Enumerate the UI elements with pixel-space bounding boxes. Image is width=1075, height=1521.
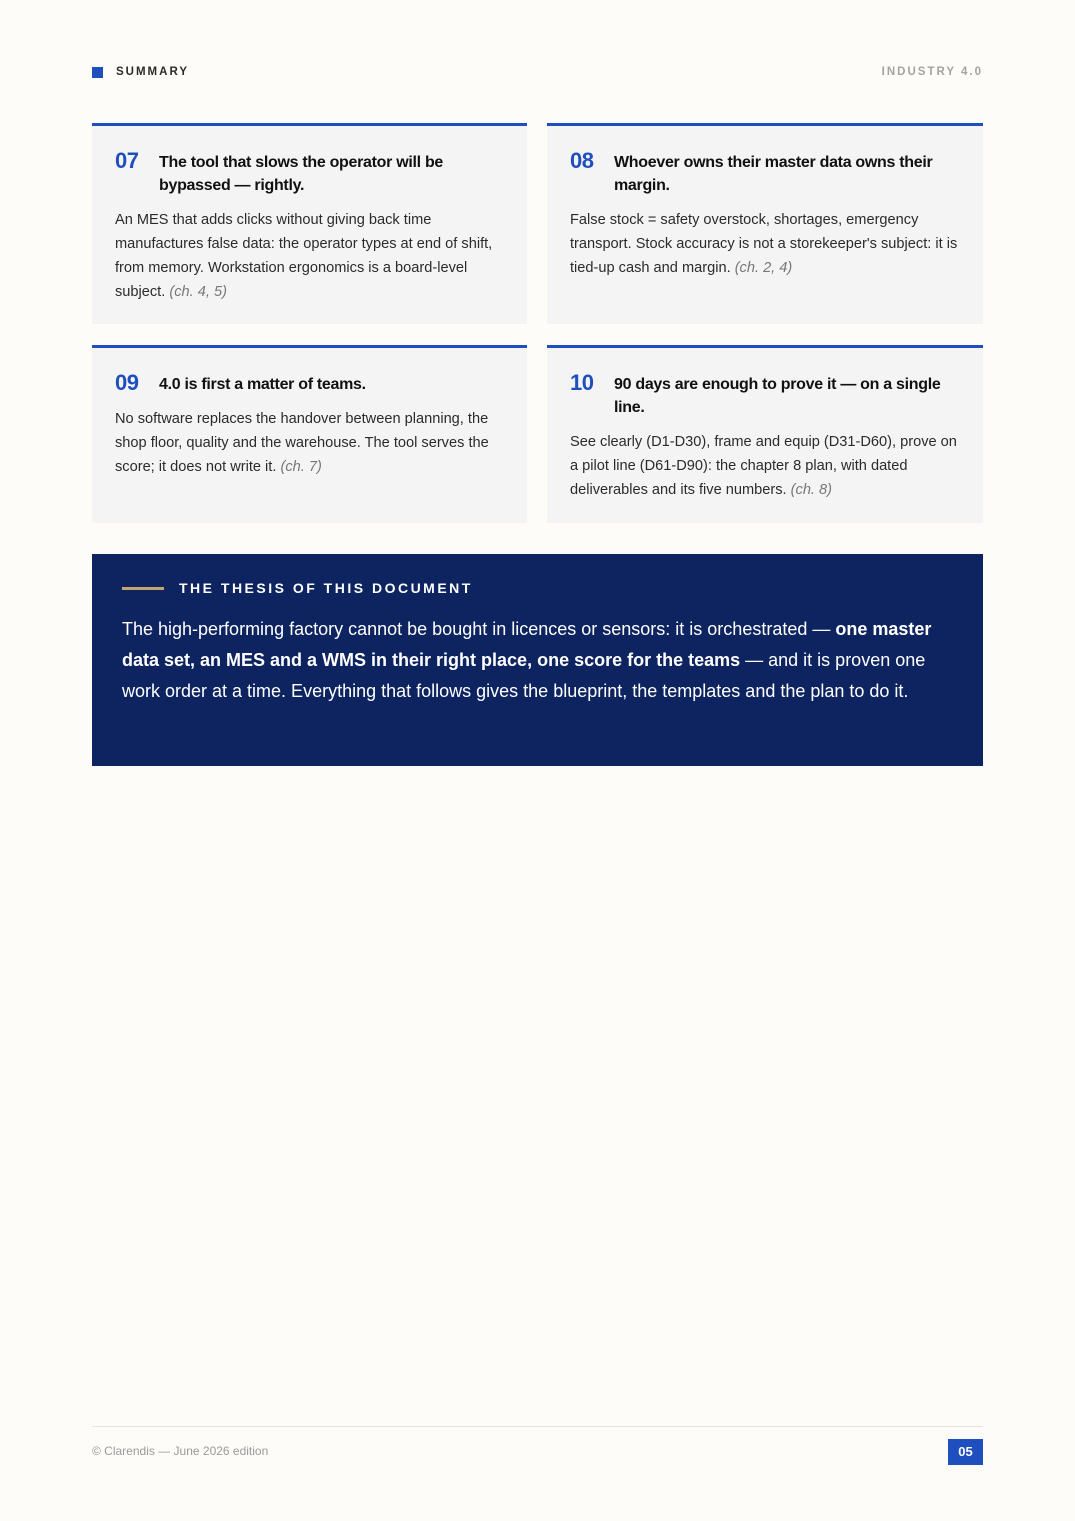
card-title: 90 days are enough to prove it — on a single line. — [614, 376, 941, 416]
page-footer — [92, 1426, 983, 1459]
thesis-label: THE THESIS OF THIS DOCUMENT — [179, 580, 473, 596]
card-header — [570, 371, 960, 419]
summary-card-10 — [547, 345, 983, 523]
section-square-icon — [92, 67, 103, 78]
card-text: An MES that adds clicks without giving back time manufactures false data: the operator types at end of shift, from memory. Workstation ergonomics is a board-level subject. — [115, 212, 493, 300]
card-number: 10 — [570, 370, 594, 395]
thesis-header — [122, 580, 953, 596]
summary-card-09 — [92, 345, 527, 523]
section-indicator — [92, 66, 189, 78]
card-body — [570, 208, 960, 280]
document-title: INDUSTRY 4.0 — [881, 66, 983, 78]
summary-cards — [92, 123, 983, 523]
card-text: False stock = safety overstock, shortages, emergency transport. Stock accuracy is not a storekeeper's subject: it is tied-up cash and margin. — [570, 212, 958, 276]
card-text: No software replaces the handover between planning, the shop floor, quality and the warehouse. The tool serves the score; it does not write it. — [115, 411, 489, 475]
chapter-reference: (ch. 4, 5) — [169, 284, 227, 300]
chapter-reference: (ch. 2, 4) — [734, 260, 793, 276]
card-number: 08 — [570, 148, 594, 173]
card-body — [570, 430, 960, 502]
summary-card-08 — [547, 123, 983, 324]
card-title: 4.0 is first a matter of teams. — [159, 376, 366, 393]
thesis-text — [122, 614, 953, 707]
gold-rule-divider — [122, 587, 164, 590]
chapter-reference: (ch. 7) — [280, 459, 322, 475]
card-body — [115, 208, 504, 304]
thesis-text-start: The high-performing factory cannot be bought in licences or sensors: it is orchestrated — — [122, 619, 836, 639]
card-body — [115, 407, 504, 479]
thesis-text-end: — and it is proven one work order at a time. Everything that follows gives the blueprint, the templates and the plan to do it. — [122, 650, 926, 701]
thesis-box — [92, 554, 983, 766]
card-title: The tool that slows the operator will be bypassed — rightly. — [159, 154, 444, 194]
summary-card-07 — [92, 123, 527, 324]
card-number: 07 — [115, 148, 139, 173]
card-header — [115, 371, 504, 396]
copyright-notice: © Clarendis — June 2026 edition — [92, 1444, 269, 1458]
card-header — [115, 149, 504, 197]
page-number-badge: 05 — [948, 1439, 983, 1465]
card-text: See clearly (D1-D30), frame and equip (D31-D60), prove on a pilot line (D61-D90): the chapter 8 plan, with dated deliverables and its five numbers. — [570, 434, 957, 498]
card-title: Whoever owns their master data owns their margin. — [614, 154, 933, 194]
card-header — [570, 149, 960, 197]
page-header — [92, 66, 983, 78]
chapter-reference: (ch. 8) — [790, 482, 833, 498]
thesis-text-emphasis: one master data set, an MES and a WMS in their right place, one score for the teams — [122, 619, 932, 670]
section-label: SUMMARY — [116, 66, 189, 78]
card-number: 09 — [115, 370, 139, 395]
